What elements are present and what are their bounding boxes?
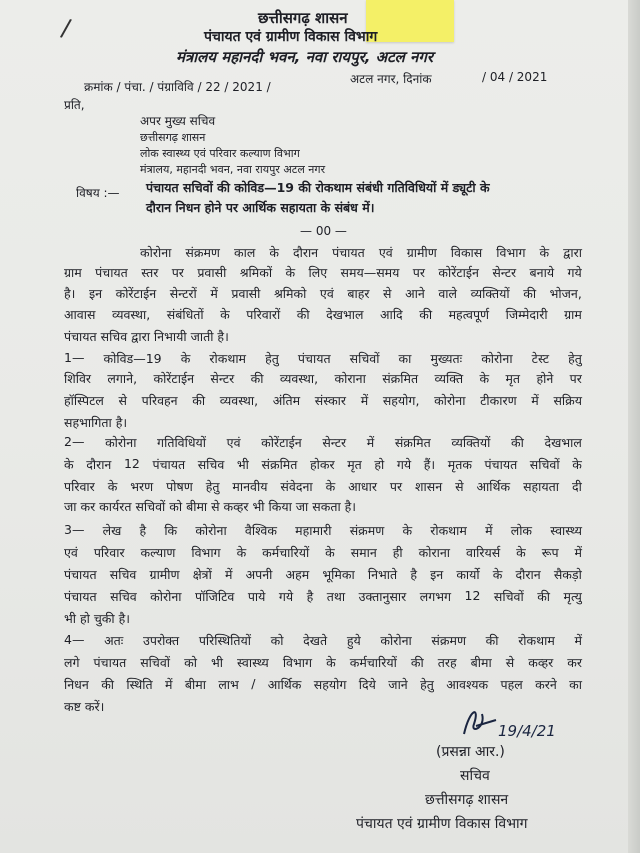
body-line: लगे पंचायत सचिवों को भी स्वास्थ्य विभाग के कर्मचारियों की तरह बीमा से कव्हर कर	[64, 655, 582, 670]
letterhead-state: छत्तीसगढ़ शासन	[258, 9, 348, 27]
signatory-designation: सचिव	[460, 768, 490, 784]
body-line: शिविर लगाने, कोरेंटाईन सेन्टर की व्यवस्था, कोराना संक्रमित व्यक्ति के मृत होने पर	[64, 371, 582, 386]
page-edge-shadow	[628, 0, 640, 853]
body-line: के दौरान 12 पंचायत सचिव भी संक्रमित होकर मृत हो गये हैं। मृतक पंचायत सचिवों के	[64, 456, 582, 472]
body-line: 1— कोविड—19 के रोकथाम हेतु पंचायत सचिवों का मुख्यतः कोरोना टेस्ट हेतु	[64, 350, 582, 366]
addressee-line-2: छत्तीसगढ़ शासन	[140, 131, 206, 144]
pen-mark-icon: /	[59, 13, 73, 43]
separator: — 00 —	[300, 224, 347, 238]
reference-number: क्रमांक / पंचा. / पंग्राविवि / 22 / 2021 /	[84, 80, 271, 94]
reference-place-date: अटल नगर, दिनांक	[350, 72, 432, 86]
body-line: पंचायत सचिव कोरोना पॉजिटिव पाये गये है तथा उक्तानुसार लगभग 12 सचिवों की मृत्यु	[64, 588, 582, 604]
letterhead-department: पंचायत एवं ग्रामीण विकास विभाग	[204, 29, 378, 45]
signatory-org-2: पंचायत एवं ग्रामीण विकास विभाग	[356, 816, 528, 832]
body-line: जा कर कार्यरत सचिवों को बीमा से कव्हर भी किया जा सकता है।	[64, 499, 357, 514]
sticky-note	[366, 0, 454, 42]
addressee-line-3: लोक स्वास्थ्य एवं परिवार कल्याण विभाग	[140, 147, 300, 160]
signatory-name: (प्रसन्ना आर.)	[436, 744, 505, 760]
body-line: पंचायत सचिव द्वारा निभायी जाती है।	[64, 329, 229, 344]
to-label: प्रति,	[64, 98, 85, 112]
reference-date: / 04 / 2021	[482, 70, 548, 84]
signature-scribble	[456, 704, 576, 744]
letterhead-address: मंत्रालय महानदी भवन, नवा रायपुर, अटल नगर	[176, 48, 433, 66]
body-line: परिवार के भरण पोषण हेतु मानवीय संवेदना के आधार पर शासन से आर्थिक सहायता दी	[64, 479, 582, 494]
body-line: 2— कोरोना गतिविधियों एवं कोरेंटाईन सेन्टर में संक्रमित व्यक्तियों की देखभाल	[64, 434, 582, 450]
signatory-org-1: छत्तीसगढ़ शासन	[425, 792, 509, 808]
subject-line-2: दौरान निधन होने पर आर्थिक सहायता के संबंध में।	[146, 200, 375, 215]
body-line: निधन की स्थिति में बीमा लाभ / आर्थिक सहयोग दिये जाने हेतु आवश्यक पहल करने का	[64, 676, 582, 692]
body-line: ग्राम पंचायत स्तर पर प्रवासी श्रमिकों के लिए समय—समय पर कोरेंटाईन सेन्टर बनाये गये	[64, 265, 582, 280]
body-line: है। इन कोरेंटाईन सेन्टरों में प्रवासी श्रमिको एवं बाहर से आने वाले व्यक्तियों की भोजन,	[64, 286, 582, 301]
body-line: आवास व्यवस्था, संबंधितों के परिवारों की देखभाल आदि की महत्वपूर्ण जिम्मेदारी ग्राम	[64, 307, 582, 322]
body-line: 3— लेख है कि कोरोना वैश्विक महामारी संक्रमण के रोकथाम में लोक स्वास्थ्य	[64, 522, 582, 538]
body-line: पंचायत सचिव ग्रामीण क्षेत्रों में अपनी अहम भूमिका निभाते है इन कार्यो के दौरान सैकड़ो	[64, 567, 582, 582]
addressee-line-1: अपर मुख्य सचिव	[140, 114, 216, 128]
body-line: 4— अतः उपरोक्त परिस्थितियों को देखते हुये कोरोना संक्रमण की रोकथाम में	[64, 632, 582, 648]
addressee-line-4: मंत्रालय, महानदी भवन, नवा रायपुर अटल नगर	[140, 163, 326, 176]
body-line: हॉस्पिटल से परिवहन की व्यवस्था, अंतिम संस्कार में सहयोग, कोरोना टीकारण में सक्रिय	[64, 393, 582, 408]
signature-date: 19/4/21	[498, 722, 556, 740]
body-line: सहभागिता है।	[64, 415, 128, 430]
subject-label: विषय :—	[76, 186, 120, 200]
body-line: भी हो चुकी है।	[64, 611, 130, 626]
body-line: एवं परिवार कल्याण विभाग के कर्मचारियों के समान ही कोराना वारियर्स के रूप में	[64, 545, 582, 560]
body-line: कोरोना संक्रमण काल के दौरान पंचायत एवं ग्रामीण विकास विभाग के द्वारा	[140, 245, 582, 260]
subject-line-1: पंचायत सचिवों की कोविड—19 की रोकथाम संबंधी गतिविधियों में ड्यूटी के	[146, 180, 490, 195]
body-line: कष्ट करें।	[64, 699, 105, 714]
